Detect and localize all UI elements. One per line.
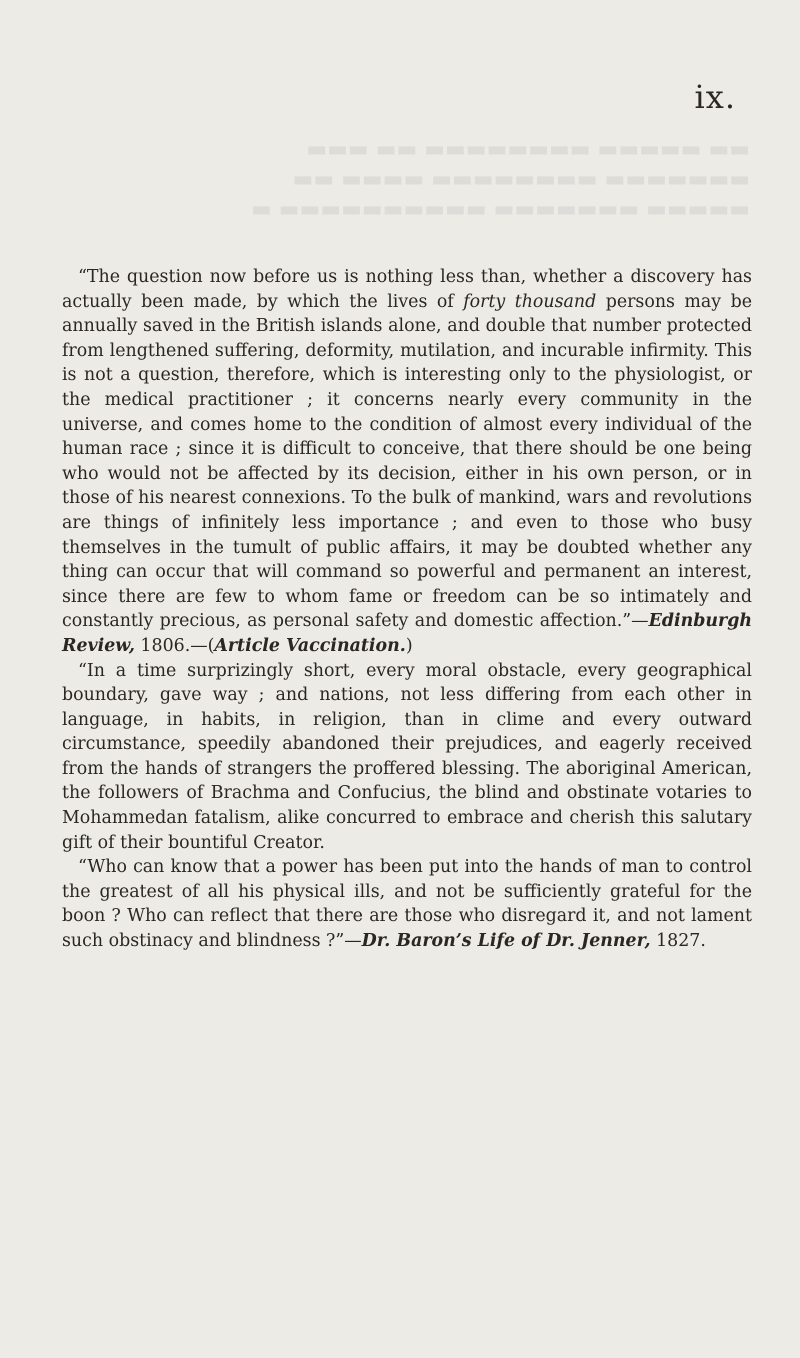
quotation-paragraph-moral-obstacle [62,659,752,856]
quotation-date: 1806.—( [134,635,215,656]
quotation-text: “In a time surprizingly short, every moral obstacle, every geographical boundary, gave way ; and nations, not less differing from each other in language, in habits, in religion, than in clime and every outward circumstance, speedily abandoned their prejudices, and eagerly received from the hands of strangers the proffered blessing. The aboriginal American, the followers of Brachma and Confucius, the blind and obstinate votaries to Mohammedan fatalism, alike concurred to embrace and cherish this salutary gift of their bountiful Creator. [62,660,752,853]
quotation-date: 1827. [650,931,706,952]
page-number: ix. [694,78,736,116]
quotation-source: Edinburgh Review, [62,611,752,656]
quotation-paragraph-edinburgh-review [62,265,752,659]
quotation-text: “The question now before us is nothing less than, whether a discovery has actually been made, by which the lives of [62,267,752,312]
emphasized-text: forty thousand [463,291,597,312]
quotation-text-block [62,265,752,954]
quotation-source: Dr. Baron’s Life of Dr. Jenner, [361,931,651,952]
closing-parenthesis: ) [405,635,413,656]
show-through-from-reverse-page: ▬▬ ▬▬▬▬▬ ▬▬▬▬▬▬▬▬ ▬▬ ▬▬▬ ▬▬▬▬▬▬▬ ▬▬▬▬▬▬▬▬ ▬▬▬▬ ▬▬ ▬▬▬▬▬ ▬▬▬▬▬▬▬ ▬▬▬▬▬▬▬▬▬▬ ▬ [250,137,750,222]
quotation-paragraph-baron [62,855,752,953]
quotation-text: persons may be annually saved in the British islands alone, and double that number protected from lengthened suffering, deformity, mutilation, and incurable infirmity. This is not a question, therefore, which is interesting only to the physiologist, or the medical practitioner ; it concerns nearly every community in the universe, and comes home to the condition of almost every individual of the human race ; since it is difficult to conceive, that there should be one being who would not be affected by its decision, either in his own person, or in those of his nearest connexions. To the bulk of mankind, wars and revolutions are things of infinitely less importance ; and even to those who busy themselves in the tumult of public affairs, it may be doubted whether any thing can occur that will command so powerful and permanent an interest, since there are few to whom fame or freedom can be so intimately and constantly precious, as personal safety and domestic affection.”— [62,291,752,632]
quotation-article-title: Article Vaccination. [214,635,406,656]
quotation-text: “Who can know that a power has been put into the hands of man to control the greatest of all his physical ills, and not be sufficiently grateful for the boon ? Who can reflect that there are those who disregard it, and not lament such obstinacy and blindness ?”— [62,857,752,952]
